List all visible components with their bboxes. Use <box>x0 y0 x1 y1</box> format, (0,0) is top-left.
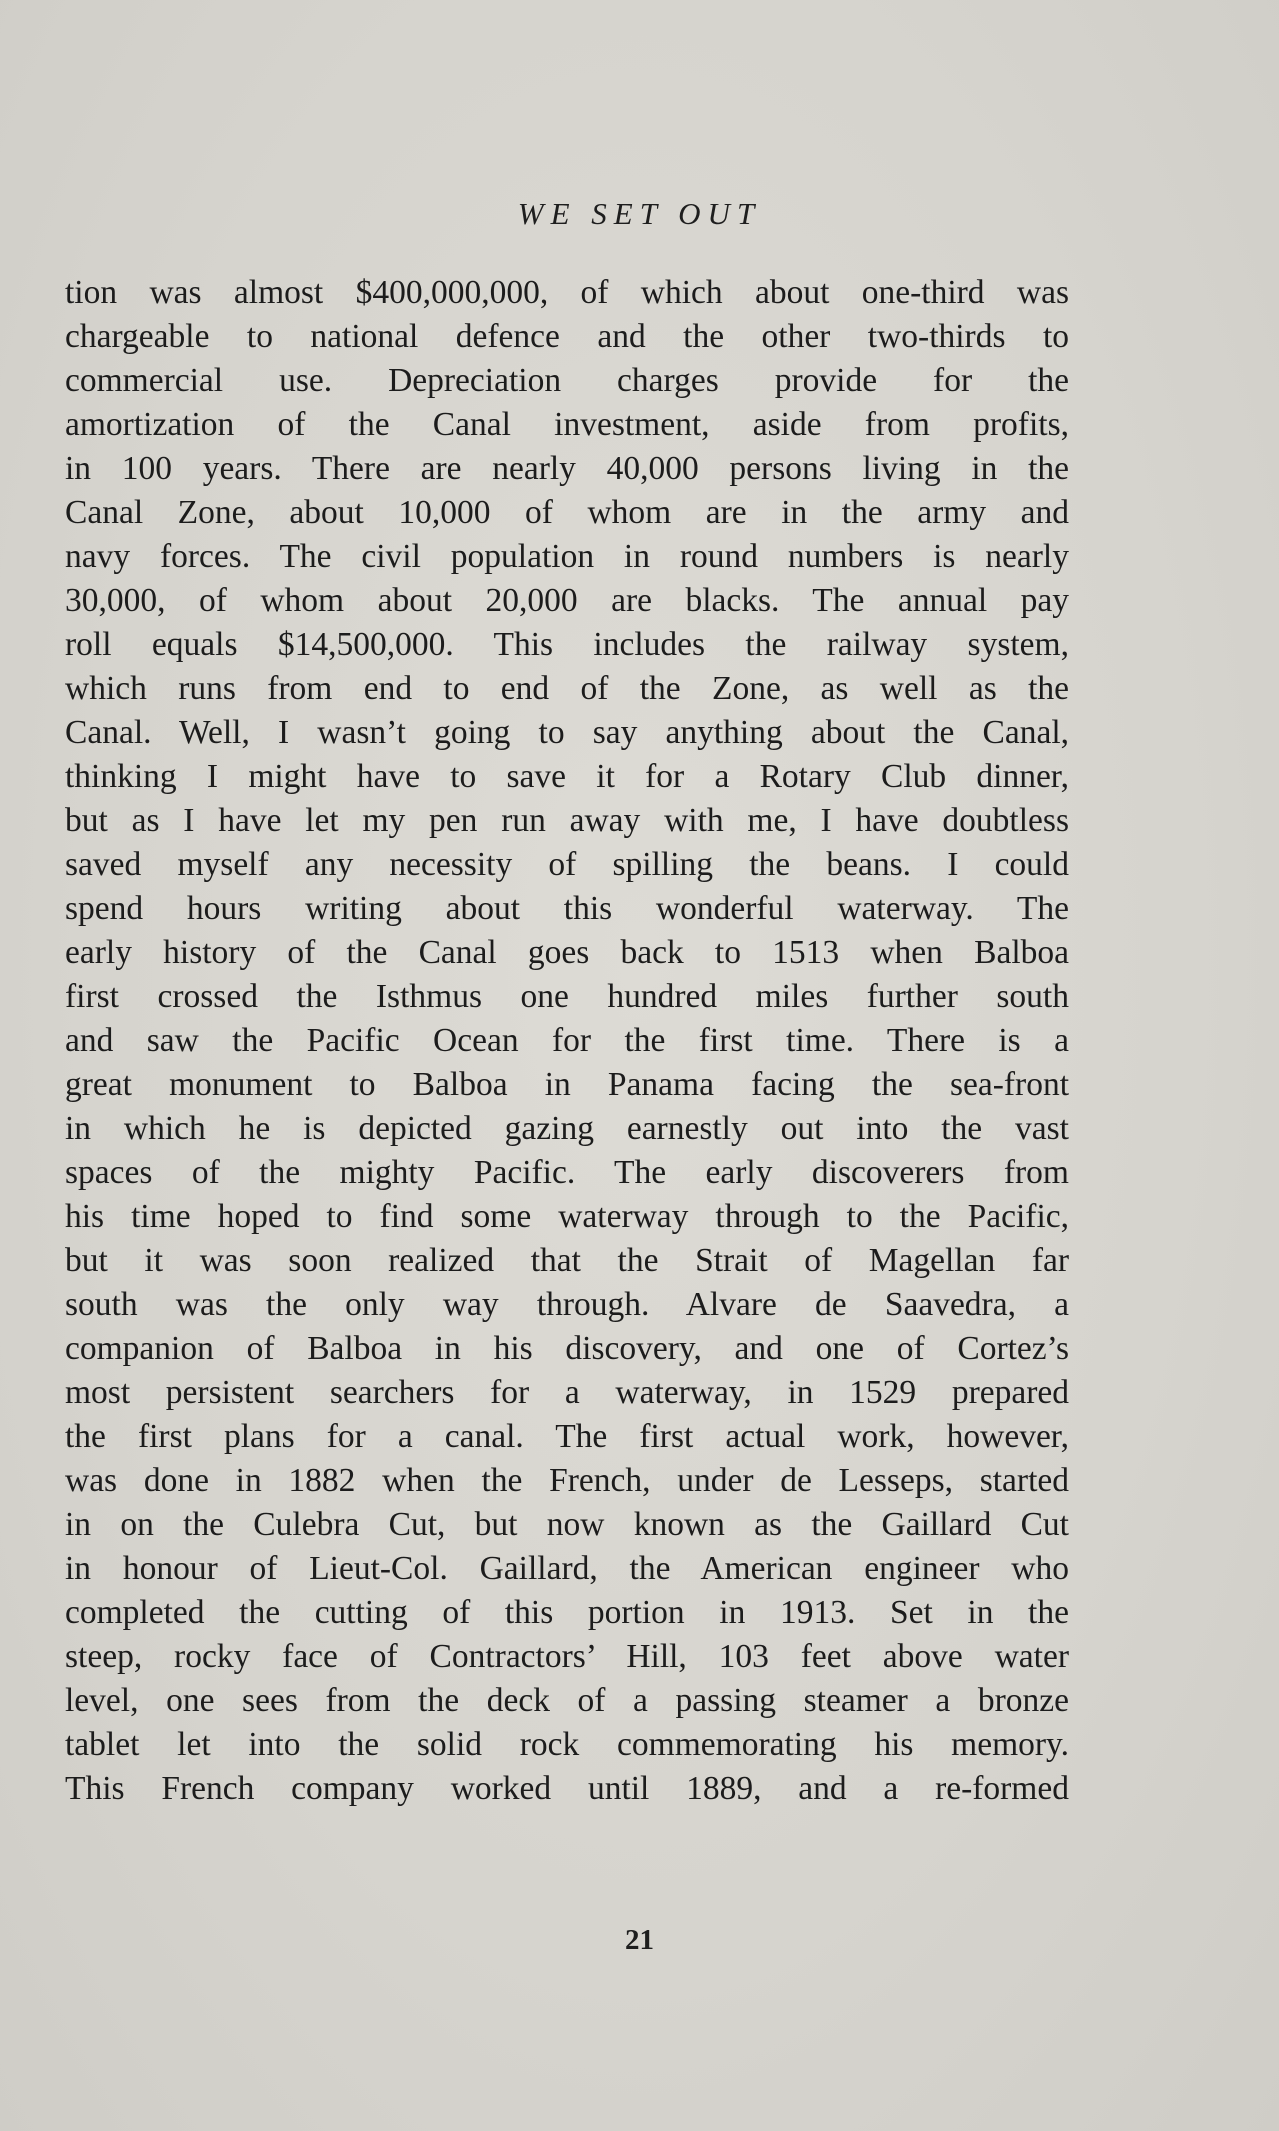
text-line: south was the only way through. Alvare de Saavedra, a <box>65 1286 1069 1323</box>
text-line: spend hours writing about this wonderful waterway. The <box>65 890 1069 927</box>
text-line: in honour of Lieut-Col. Gaillard, the American engineer who <box>65 1550 1069 1587</box>
text-line: and saw the Pacific Ocean for the first time. There is a <box>65 1022 1069 1059</box>
text-line: in 100 years. There are nearly 40,000 persons living in the <box>65 450 1069 487</box>
text-line: roll equals $14,500,000. This includes the railway system, <box>65 626 1069 663</box>
text-line: completed the cutting of this portion in 1913. Set in the <box>65 1594 1069 1631</box>
text-line: saved myself any necessity of spilling the beans. I could <box>65 846 1069 883</box>
text-line: companion of Balboa in his discovery, and one of Cortez’s <box>65 1330 1069 1367</box>
text-line: level, one sees from the deck of a passing steamer a bronze <box>65 1682 1069 1719</box>
text-line: tion was almost $400,000,000, of which about one-third was <box>65 274 1069 311</box>
text-line: spaces of the mighty Pacific. The early discoverers from <box>65 1154 1069 1191</box>
text-line: thinking I might have to save it for a Rotary Club dinner, <box>65 758 1069 795</box>
text-line: commercial use. Depreciation charges provide for the <box>65 362 1069 399</box>
text-line: Canal. Well, I wasn’t going to say anything about the Canal, <box>65 714 1069 751</box>
body-text <box>65 271 1069 1811</box>
text-line: but it was soon realized that the Strait of Magellan far <box>65 1242 1069 1279</box>
text-line: This French company worked until 1889, and a re-formed <box>65 1770 1069 1807</box>
text-line: in on the Culebra Cut, but now known as the Gaillard Cut <box>65 1506 1069 1543</box>
text-line: early history of the Canal goes back to 1513 when Balboa <box>65 934 1069 971</box>
text-line: tablet let into the solid rock commemorating his memory. <box>65 1726 1069 1763</box>
text-line: amortization of the Canal investment, aside from profits, <box>65 406 1069 443</box>
text-line: in which he is depicted gazing earnestly out into the vast <box>65 1110 1069 1147</box>
text-line: his time hoped to find some waterway through to the Pacific, <box>65 1198 1069 1235</box>
running-head: WE SET OUT <box>517 196 762 231</box>
text-line: the first plans for a canal. The first actual work, however, <box>65 1418 1069 1455</box>
text-line: great monument to Balboa in Panama facing the sea-front <box>65 1066 1069 1103</box>
text-line: 30,000, of whom about 20,000 are blacks. The annual pay <box>65 582 1069 619</box>
text-line: but as I have let my pen run away with me, I have doubtless <box>65 802 1069 839</box>
text-line: which runs from end to end of the Zone, as well as the <box>65 670 1069 707</box>
text-line: most persistent searchers for a waterway, in 1529 prepared <box>65 1374 1069 1411</box>
text-line: navy forces. The civil population in round numbers is nearly <box>65 538 1069 575</box>
page-number: 21 <box>625 1924 654 1956</box>
text-line: steep, rocky face of Contractors’ Hill, 103 feet above water <box>65 1638 1069 1675</box>
text-line: Canal Zone, about 10,000 of whom are in the army and <box>65 494 1069 531</box>
text-line: chargeable to national defence and the other two-thirds to <box>65 318 1069 355</box>
text-line: was done in 1882 when the French, under de Lesseps, started <box>65 1462 1069 1499</box>
text-line: first crossed the Isthmus one hundred miles further south <box>65 978 1069 1015</box>
